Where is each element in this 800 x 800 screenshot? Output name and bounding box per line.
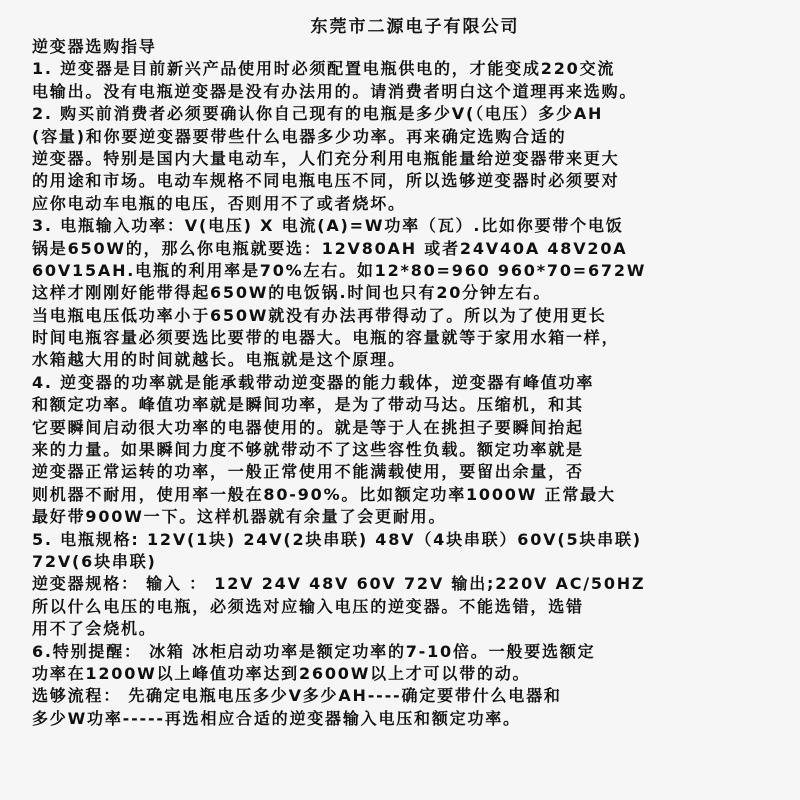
text-line: 的用途和市场。电动车规格不同电瓶电压不同，所以选够逆变器时必须要对	[32, 171, 620, 191]
text-line: 水箱越大用的时间就越长。电瓶就是这个原理。	[32, 350, 406, 370]
text-line: 当电瓶电压低功率小于650W就没有办法再带得动了。所以为了使用更长	[32, 305, 607, 325]
text-line: 逆变器规格： 输入 ： 12V 24V 48V 60V 72V 输出;220V AC/50HZ	[32, 574, 646, 594]
text-line: 72V(6块串联)	[32, 551, 157, 571]
text-line: 2. 购买前消费者必须要确认你自己现有的电瓶是多少V(（电压）多少AH	[32, 104, 604, 124]
document-title: 逆变器选购指导	[32, 37, 157, 56]
text-line: 3. 电瓶输入功率：V(电压) X 电流(A)=W功率（瓦）.比如你要带个电饭	[32, 216, 624, 236]
text-line: 功率在1200W以上峰值功率达到2600W以上才可以带的动。	[32, 663, 531, 683]
text-line: 6.特别提醒： 冰箱 冰柜启动功率是额定功率的7-10倍。一般要选额定	[32, 641, 596, 661]
company-name: 东莞市二源电子有限公司	[310, 17, 520, 37]
text-line: 所以什么电压的电瓶，必须选对应输入电压的逆变器。不能选错，选错	[32, 596, 584, 616]
text-line: 时间电瓶容量必须要选比要带的电器大。电瓶的容量就等于家用水箱一样，	[32, 328, 620, 348]
text-line: 和额定功率。峰值功率就是瞬间功率，是为了带动马达。压缩机，和其	[32, 395, 584, 415]
text-line: 用不了会烧机。	[32, 619, 157, 639]
text-line: 这样才刚刚好能带得起650W的电饭锅.时间也只有20分钟左右。	[32, 283, 552, 303]
text-line: 锅是650W的，那么你电瓶就要选：12V80AH 或者24V40A 48V20A	[32, 238, 628, 258]
text-line: (容量)和你要逆变器要带些什么电器多少功率。再来确定选购合适的	[32, 126, 567, 146]
text-line: 4. 逆变器的功率就是能承载带动逆变器的能力载体，逆变器有峰值功率	[32, 372, 595, 392]
text-line: 它要瞬间启动很大功率的电器使用的。就是等于人在挑担子要瞬间抬起	[32, 417, 584, 437]
text-line: 选够流程： 先确定电瓶电压多少V多少AH----确定要带什么电器和	[32, 686, 562, 706]
text-line: 来的力量。如果瞬间力度不够就带动不了这些容性负载。额定功率就是	[32, 440, 584, 460]
text-line: 最好带900W一下。这样机器就有余量了会更耐用。	[32, 507, 447, 527]
text-line: 逆变器。特别是国内大量电动车，人们充分利用电瓶能量给逆变器带来更大	[32, 148, 620, 168]
text-line: 则机器不耐用，使用率一般在80-90%。比如额定功率1000W 正常最大	[32, 484, 616, 504]
document-body	[32, 36, 792, 730]
text-line: 电输出。没有电瓶逆变器是没有办法用的。请消费者明白这个道理再来选购。	[32, 81, 638, 101]
text-line: 60V15AH.电瓶的利用率是70%左右。如12*80=960 960*70=672W	[32, 260, 647, 280]
text-line: 应你电动车电瓶的电压，否则用不了或者烧坏。	[32, 193, 406, 213]
text-line: 5. 电瓶规格: 12V(1块) 24V(2块串联) 48V（4块串联）60V(5块串联)	[32, 529, 642, 549]
text-line: 多少W功率-----再选相应合适的逆变器输入电压和额定功率。	[32, 708, 521, 728]
text-line: 1. 逆变器是目前新兴产品使用时必须配置电瓶供电的，才能变成220交流	[32, 59, 616, 79]
text-line: 逆变器正常运转的功率，一般正常使用不能满载使用，要留出余量，否	[32, 462, 584, 482]
